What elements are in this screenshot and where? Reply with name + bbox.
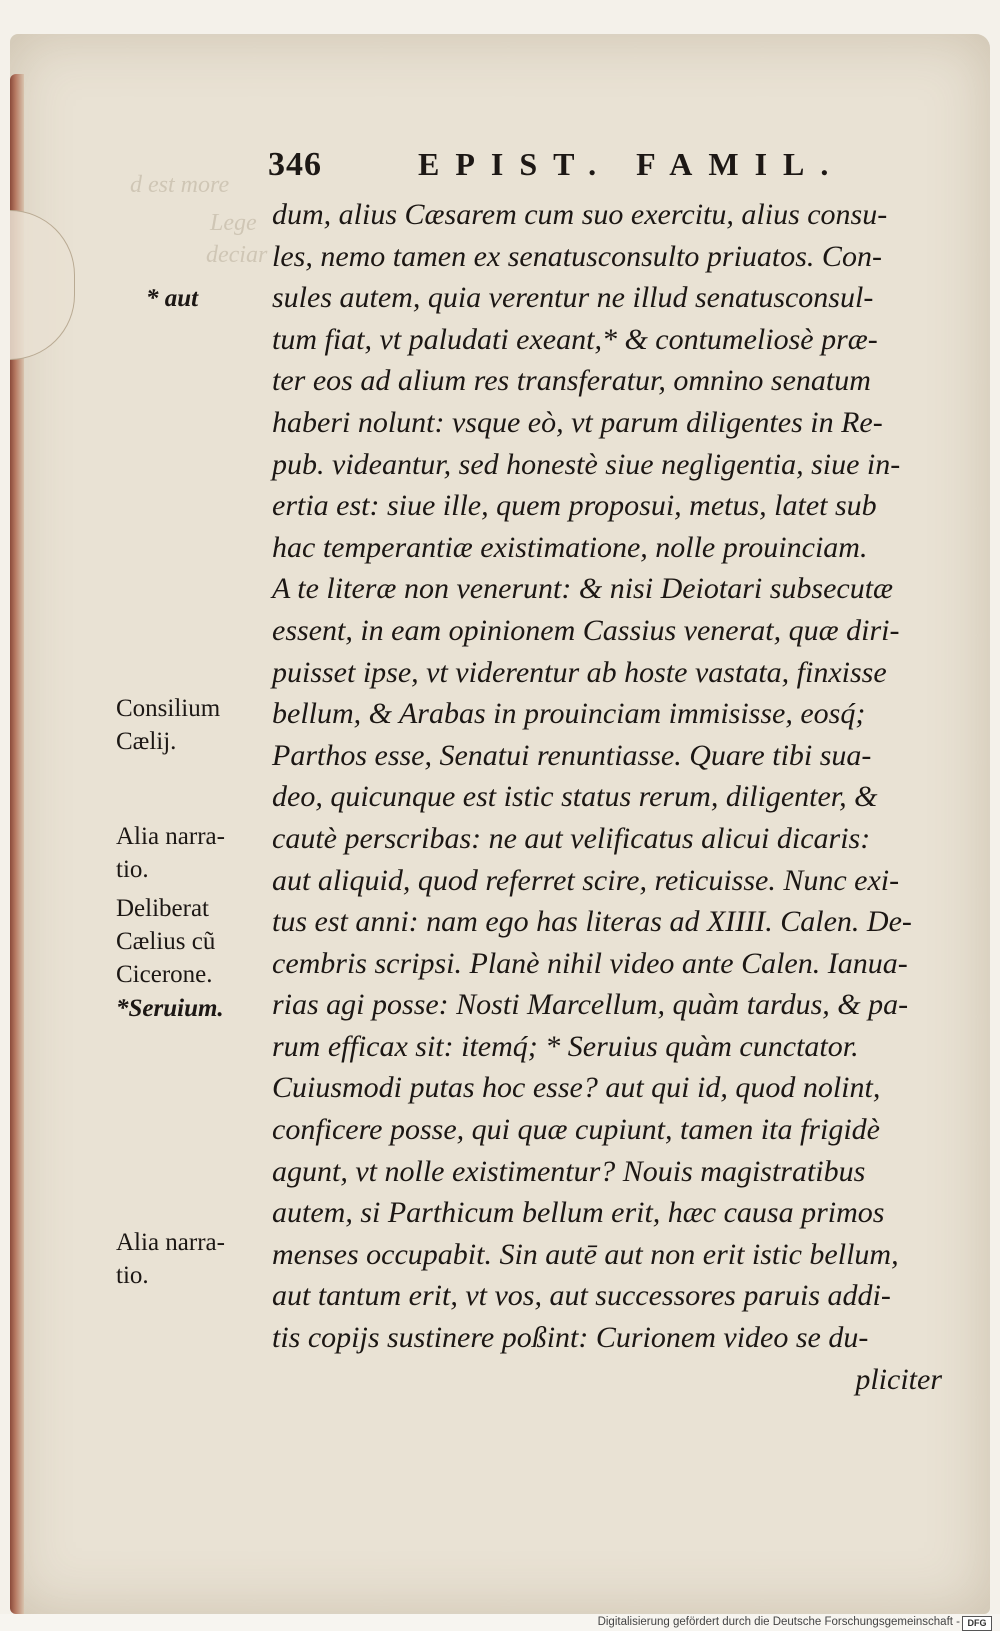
text-line: agunt, vt nolle existimentur? Nouis magistratibus <box>272 1154 866 1188</box>
book-page <box>10 34 990 1614</box>
text-line: dum, alius Cæsarem cum suo exercitu, alius consu- <box>272 198 888 231</box>
text-line: A te literæ non venerunt: & nisi Deiotari subsecutæ <box>272 572 894 606</box>
text-line: menses occupabit. Sin autē aut non erit istic bellum, <box>272 1237 899 1271</box>
page-number: 346 <box>268 146 322 183</box>
margin-note-line: Deliberat <box>116 895 210 922</box>
text-line: les, nemo tamen ex senatusconsulto priuatos. Con- <box>272 239 882 273</box>
running-head: EPIST. FAMIL. <box>418 146 845 182</box>
margin-note-line: Alia narra- <box>116 1229 225 1256</box>
text-line: Parthos esse, Senatui renuntiasse. Quare tibi sua- <box>272 738 872 772</box>
margin-note-line: Cælius cũ <box>116 928 216 955</box>
text-line: puisset ipse, vt viderentur ab hoste vastata, finxisse <box>272 655 887 689</box>
bleed-through-text: deciar <box>206 242 268 268</box>
text-line: essent, in eam opinionem Cassius venerat, quæ diri- <box>272 613 900 647</box>
page-ribbon-tab <box>10 210 75 360</box>
margin-note-seruium <box>116 992 224 1025</box>
text-line: tum fiat, vt paludati exeant,* & contumeliosè præ- <box>272 322 878 356</box>
text-line: aut aliquid, quod referret scire, reticuisse. Nunc exi- <box>272 863 900 897</box>
text-line: cembris scripsi. Planè nihil video ante Calen. Ianua- <box>272 946 908 980</box>
margin-note-consilium <box>116 692 220 758</box>
dfg-logo: DFG <box>962 1616 992 1631</box>
text-line: tus est anni: nam ego has literas ad XIIII. Calen. De- <box>272 905 912 939</box>
text-line: ertia est: siue ille, quem proposui, metus, latet sub <box>272 489 877 523</box>
margin-note-alia-narratio-2 <box>116 1226 225 1292</box>
text-line: hac temperantiæ existimatione, nolle prouinciam. <box>272 530 868 564</box>
margin-note-line: *Seruium. <box>116 995 224 1022</box>
text-line: ter eos ad alium res transferatur, omnino senatum <box>272 364 871 398</box>
text-line: pub. videantur, sed honestè siue negligentia, siue in- <box>272 447 901 481</box>
bleed-through-text: Lege <box>210 210 257 236</box>
text-line: Cuiusmodi putas hoc esse? aut qui id, quod nolint, <box>272 1071 881 1105</box>
margin-note-line: Consilium <box>116 695 221 722</box>
margin-note-line: Cicerone. <box>116 961 213 988</box>
margin-note-line: * aut <box>146 285 199 312</box>
text-line: haberi nolunt: vsque eò, vt parum diligentes in Re- <box>272 405 883 439</box>
catchword: pliciter <box>855 1362 942 1396</box>
margin-note-alia-narratio-1 <box>116 820 225 886</box>
text-line: deo, quicunque est istic status rerum, diligenter, & <box>272 780 878 814</box>
text-line: bellum, & Arabas in prouinciam immisisse, eosq́; <box>272 697 866 731</box>
text-line: autem, si Parthicum bellum erit, hæc causa primos <box>272 1196 885 1230</box>
margin-note-line: Cælij. <box>116 728 177 755</box>
footer-bar <box>0 1614 1000 1631</box>
text-line: conficere posse, qui quæ cupiunt, tamen ita frigidè <box>272 1113 880 1147</box>
margin-note-deliberat <box>116 892 215 991</box>
margin-note-line: tio. <box>116 856 149 883</box>
text-line: rias agi posse: Nosti Marcellum, quàm tardus, & pa- <box>272 988 909 1022</box>
text-line: rum efficax sit: itemq́; * Seruius quàm cunctator. <box>272 1029 859 1063</box>
page-header <box>10 146 990 186</box>
text-line: aut tantum erit, vt vos, aut successores paruis addi- <box>272 1279 891 1313</box>
margin-note-aut <box>146 282 198 315</box>
text-line: sules autem, quia verentur ne illud senatusconsul- <box>272 281 874 315</box>
text-line: cautè perscribas: ne aut velificatus alicui dicaris: <box>272 821 871 855</box>
margin-note-line: Alia narra- <box>116 823 225 850</box>
text-line: tis copijs sustinere poßint: Curionem video se du- <box>272 1321 869 1355</box>
funding-credit: Digitalisierung gefördert durch die Deutsche Forschungsgemeinschaft - <box>597 1616 960 1628</box>
margin-note-line: tio. <box>116 1262 149 1289</box>
bleed-through-text: d est more <box>130 172 230 198</box>
body-text <box>272 194 942 1400</box>
